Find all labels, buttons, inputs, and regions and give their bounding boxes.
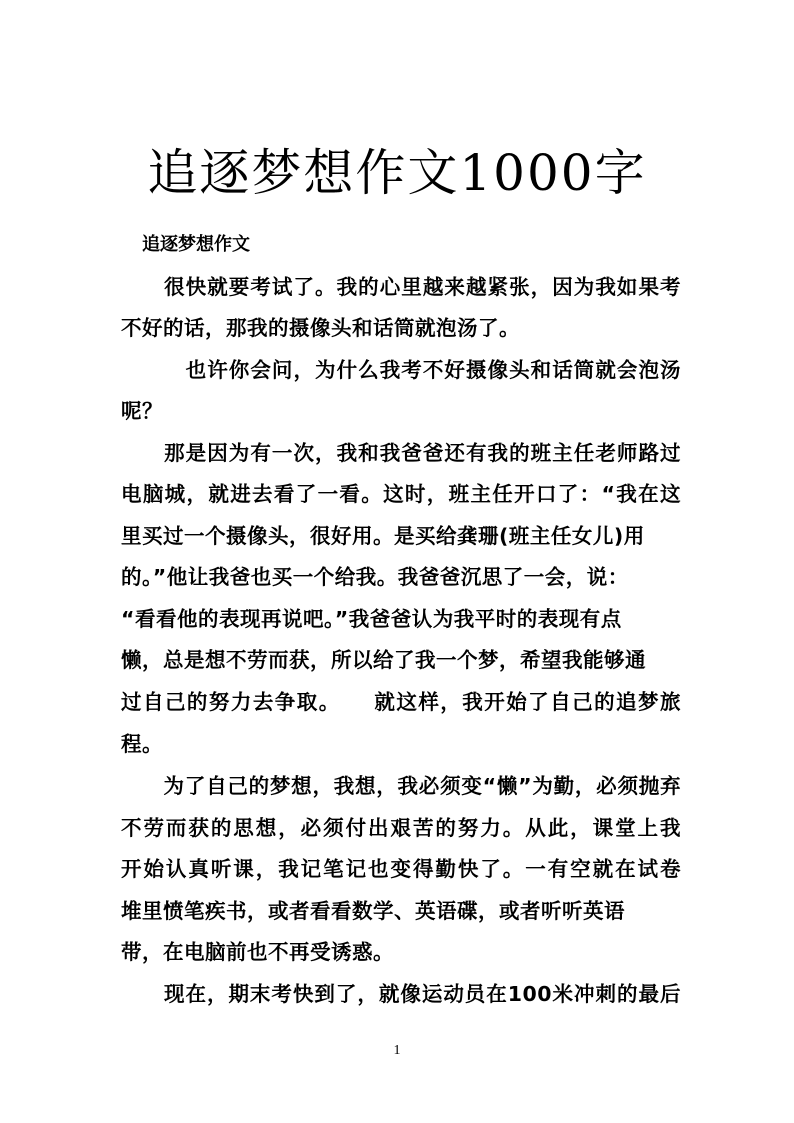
body-text-line: 为了自己的梦想，我想，我必须变“懒”为勤，必须抛弃 (121, 774, 681, 798)
body-text-line: 懒，总是想不劳而获，所以给了我一个梦，希望我能够通 (121, 648, 646, 672)
body-text-line: 不好的话，那我的摄像头和话筒就泡汤了。 (121, 316, 520, 340)
page-number: 1 (393, 1043, 401, 1058)
body-text-line: 现在，期末考快到了，就像运动员在100米冲刺的最后 (121, 982, 681, 1006)
document-subtitle: 追逐梦想作文 (142, 234, 250, 255)
body-text-line: 带，在电脑前也不再受诱惑。 (121, 940, 394, 964)
body-text-line: 呢？ (121, 399, 163, 423)
body-text-line: 那是因为有一次，我和我爸爸还有我的班主任老师路过 (121, 441, 681, 465)
body-text-line: 不劳而获的思想，必须付出艰苦的努力。从此，课堂上我 (121, 816, 681, 840)
body-text-line: 很快就要考试了。我的心里越来越紧张，因为我如果考 (121, 275, 681, 299)
body-text-line: 也许你会问，为什么我考不好摄像头和话筒就会泡汤 (121, 358, 681, 382)
body-text-line: 开始认真听课，我记笔记也变得勤快了。一有空就在试卷 (121, 857, 681, 881)
body-text-line: 过自己的努力去争取。 就这样，我开始了自己的追梦旅 (121, 690, 681, 714)
body-text-line: 电脑城，就进去看了一看。这时，班主任开口了：“我在这 (121, 482, 681, 506)
body-text-line: 堆里愤笔疾书，或者看看数学、英语碟，或者听听英语 (121, 899, 625, 923)
body-text-line: “看看他的表现再说吧。”我爸爸认为我平时的表现有点 (121, 607, 622, 631)
document-title: 追逐梦想作文1000字 (147, 144, 647, 202)
body-text-line: 程。 (121, 732, 163, 756)
body-text-line: 里买过一个摄像头，很好用。是买给龚珊(班主任女儿)用 (121, 524, 645, 548)
body-text-line: 的。”他让我爸也买一个给我。我爸爸沉思了一会，说： (121, 565, 629, 589)
